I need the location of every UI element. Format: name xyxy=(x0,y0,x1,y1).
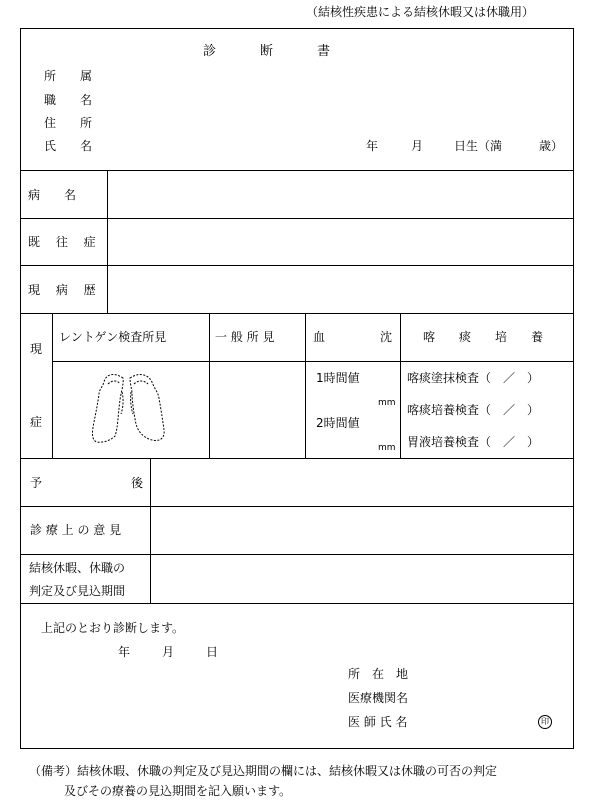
current-symptoms-label-top: 現 xyxy=(30,342,43,356)
name-label: 氏 名 xyxy=(44,139,99,153)
divider xyxy=(150,458,151,603)
sedimentation-1h-label: 1時間値 xyxy=(316,371,360,385)
divider xyxy=(52,361,574,362)
certification-day-label: 日 xyxy=(206,645,219,659)
age-suffix-label: 歳） xyxy=(539,139,564,153)
gastric-culture-test: 胃液培養検査（ ／ ） xyxy=(407,435,540,449)
lung-diagram xyxy=(86,370,171,448)
divider xyxy=(20,506,574,507)
medical-institution-label: 医療機関名 xyxy=(348,691,409,705)
prognosis-label-right: 後 xyxy=(131,476,144,490)
divider xyxy=(400,313,401,458)
divider xyxy=(20,603,574,604)
divider xyxy=(20,554,574,555)
xray-findings-header: レントゲン検査所見 xyxy=(59,330,167,344)
divider xyxy=(20,170,574,171)
divider xyxy=(20,313,574,314)
birth-year-label: 年 xyxy=(366,139,379,153)
address-label: 住 所 xyxy=(44,116,99,130)
current-symptoms-label-bottom: 症 xyxy=(30,415,43,429)
affiliation-label: 所 属 xyxy=(44,69,99,83)
sputum-culture-test: 喀痰培養検査（ ／ ） xyxy=(407,403,540,417)
certification-month-label: 月 xyxy=(162,645,175,659)
sedimentation-1h-unit: mm xyxy=(378,398,396,408)
blood-sedimentation-header-end: 沈 xyxy=(380,330,393,344)
divider xyxy=(20,458,574,459)
certification-statement: 上記のとおり診断します。 xyxy=(41,621,185,635)
birth-month-label: 月 xyxy=(411,139,424,153)
page-title: 診断書 xyxy=(203,44,375,59)
remarks-line2: 及びその療養の見込期間を記入願います。 xyxy=(64,784,292,798)
leave-judgment-label-line2: 判定及び見込期間 xyxy=(29,584,126,598)
blood-sedimentation-header: 血 xyxy=(313,330,326,344)
sedimentation-2h-label: 2時間値 xyxy=(316,416,360,430)
sputum-culture-header: 喀 痰 培 養 xyxy=(423,330,544,344)
doctor-name-label: 医 師 氏 名 xyxy=(348,715,408,729)
medical-history-label: 既 往 症 xyxy=(28,235,102,249)
clinic-location-label: 所 在 地 xyxy=(348,667,409,681)
seal-mark: 印 xyxy=(538,715,552,729)
divider xyxy=(20,265,574,266)
prognosis-label-left: 予 xyxy=(30,476,43,490)
leave-judgment-label-line1: 結核休暇、休職の xyxy=(29,561,126,575)
divider xyxy=(305,313,306,458)
general-findings-header: 一 般 所 見 xyxy=(215,330,275,344)
divider xyxy=(209,313,210,458)
position-label: 職 名 xyxy=(44,93,99,107)
birth-day-label: 日生（満 xyxy=(454,139,503,153)
disease-name-label: 病 名 xyxy=(28,188,77,202)
divider xyxy=(20,218,574,219)
remarks-line1: （備考）結核休暇、休職の判定及び見込期間の欄には、結核休暇又は休職の可否の判定 xyxy=(29,764,498,778)
present-illness-label: 現 病 歴 xyxy=(28,283,102,297)
header-note: （結核性疾患による結核休暇又は休職用） xyxy=(306,5,535,19)
medical-opinion-label: 診 療 上 の 意 見 xyxy=(30,523,122,537)
divider xyxy=(107,170,108,313)
certification-year-label: 年 xyxy=(118,645,131,659)
divider xyxy=(52,313,53,458)
sedimentation-2h-unit: mm xyxy=(378,443,396,453)
sputum-smear-test: 喀痰塗抹検査（ ／ ） xyxy=(407,371,540,385)
